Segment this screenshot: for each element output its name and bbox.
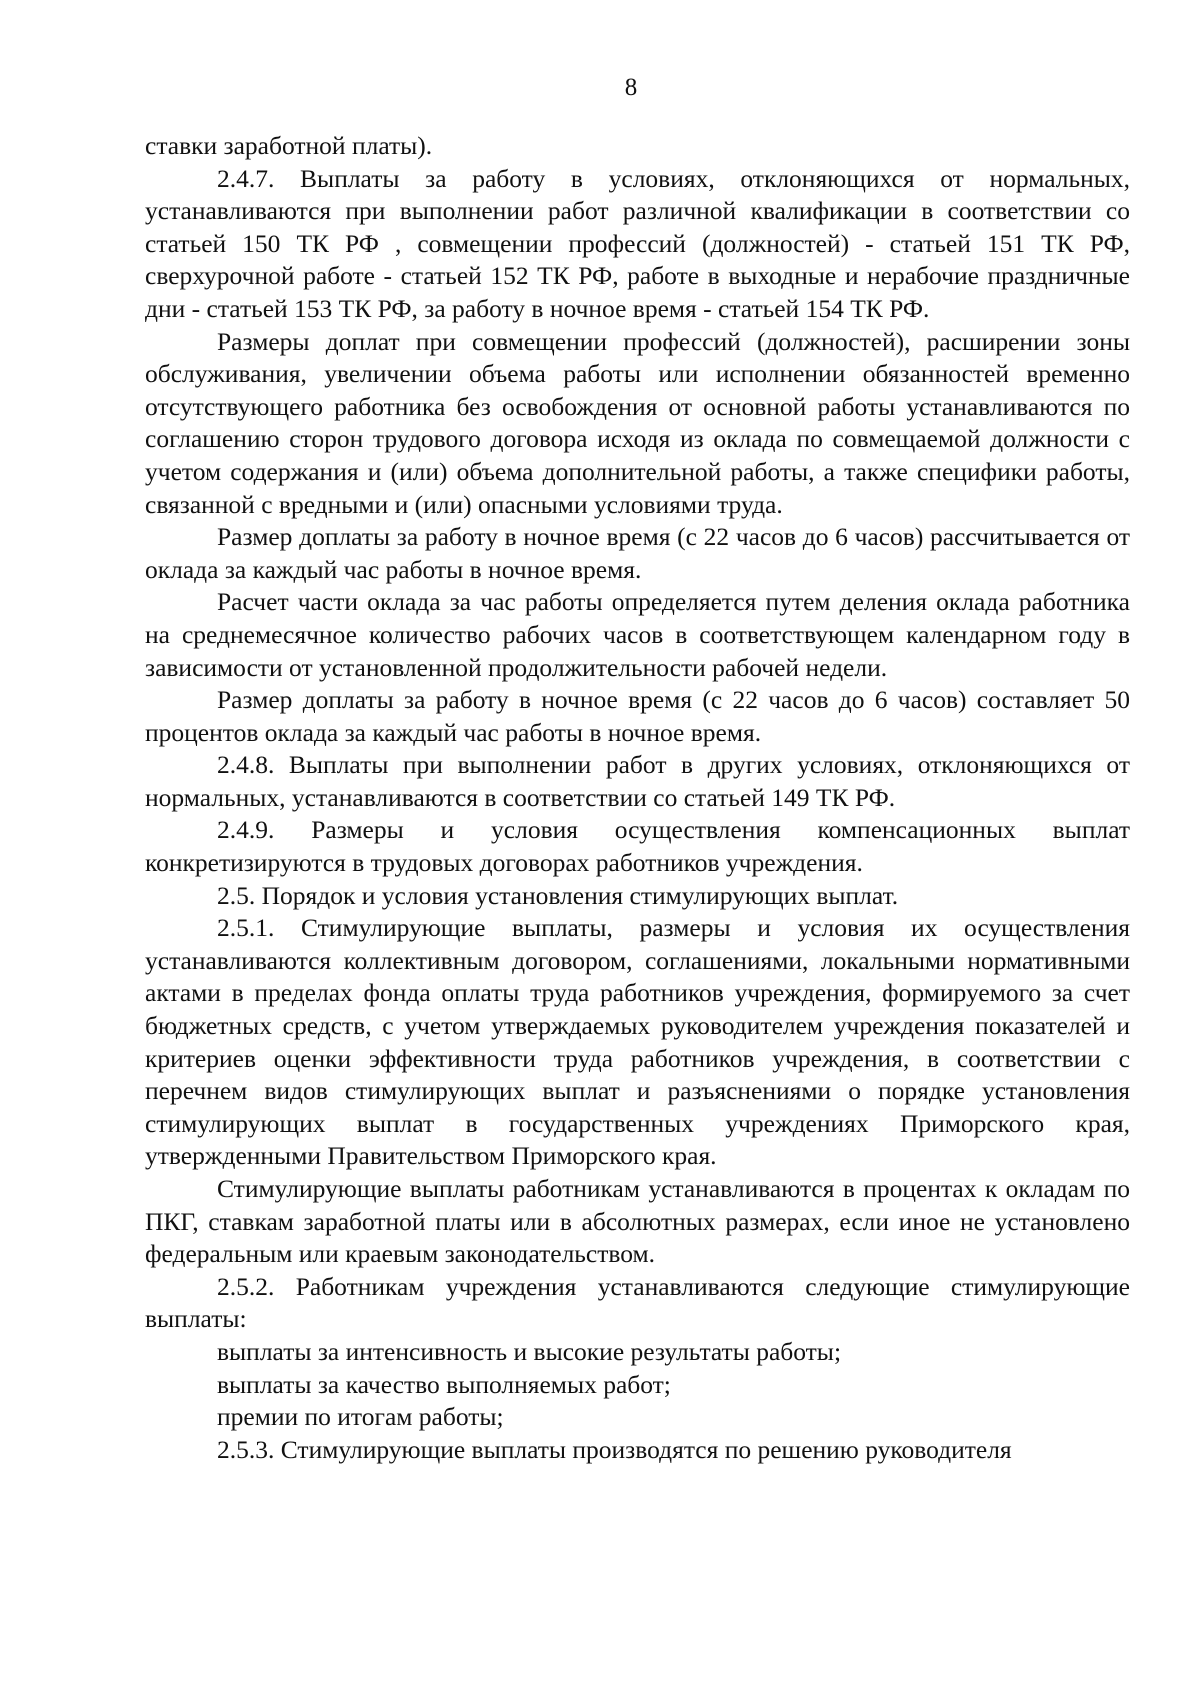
paragraph: 2.4.7. Выплаты за работу в условиях, отклоняющихся от нормальных, устанавливаются при выполнении работ различной квалификации в соответствии со статьей 150 ТК РФ , совмещении профессий (должностей) - статьей 151 ТК РФ, сверхурочной работе - статьей 152 ТК РФ, работе в выходные и нерабочие праздничные дни - статьей 153 ТК РФ, за работу в ночное время - статьей 154 ТК РФ.: [145, 163, 1130, 323]
document-body: [145, 130, 1130, 1466]
paragraph: Размер доплаты за работу в ночное время (с 22 часов до 6 часов) рассчитывается от оклада за каждый час работы в ночное время.: [145, 522, 1130, 584]
paragraph: 2.4.9. Размеры и условия осуществления компенсационных выплат конкретизируются в трудовых договорах работников учреждения.: [145, 815, 1130, 878]
paragraph: 2.5.2. Работникам учреждения устанавливаются следующие стимулирующие выплаты:: [145, 1271, 1130, 1334]
paragraph: 2.5. Порядок и условия установления стимулирующих выплат.: [217, 880, 899, 910]
paragraph: ставки заработной платы).: [145, 131, 433, 160]
paragraph: 2.5.3. Стимулирующие выплаты производятся по решению руководителя: [217, 1434, 1012, 1464]
list-item: премии по итогам работы;: [217, 1402, 504, 1432]
list-item: выплаты за качество выполняемых работ;: [217, 1369, 671, 1399]
paragraph: 2.4.8. Выплаты при выполнении работ в других условиях, отклоняющихся от нормальных, устанавливаются в соответствии со статьей 149 ТК РФ.: [145, 750, 1130, 812]
paragraph: Размер доплаты за работу в ночное время (с 22 часов до 6 часов) составляет 50 процентов оклада за каждый час работы в ночное время.: [145, 685, 1130, 747]
paragraph: 2.5.1. Стимулирующие выплаты, размеры и условия их осуществления устанавливаются коллективным договором, соглашениями, локальными нормативными актами в пределах фонда оплаты труда работников учреждения, формируемого за счет бюджетных средств, с учетом утверждаемых руководителем учреждения показателей и критериев оценки эффективности труда работников учреждения, в соответствии с перечнем видов стимулирующих выплат и разъяснениями о порядке установления стимулирующих выплат в государственных учреждениях Приморского края, утвержденными Правительством Приморского края.: [145, 913, 1130, 1171]
paragraph: Размеры доплат при совмещении профессий (должностей), расширении зоны обслуживания, увеличении объема работы или исполнении обязанностей временно отсутствующего работника без освобождения от основной работы устанавливаются по соглашению сторон трудового договора исходя из оклада по совмещаемой должности с учетом содержания и (или) объема дополнительной работы, а также специфики работы, связанной с вредными и (или) опасными условиями труда.: [145, 326, 1130, 519]
paragraph: Стимулирующие выплаты работникам устанавливаются в процентах к окладам по ПКГ, ставкам заработной платы или в абсолютных размерах, если иное не установлено федеральным или краевым законодательством.: [145, 1174, 1130, 1269]
list-item: выплаты за интенсивность и высокие результаты работы;: [217, 1336, 842, 1366]
page-number: 8: [624, 74, 638, 101]
paragraph: Расчет части оклада за час работы определяется путем деления оклада работника на среднемесячное количество рабочих часов в соответствующем календарном году в зависимости от установленной продолжительности рабочей недели.: [145, 587, 1130, 682]
